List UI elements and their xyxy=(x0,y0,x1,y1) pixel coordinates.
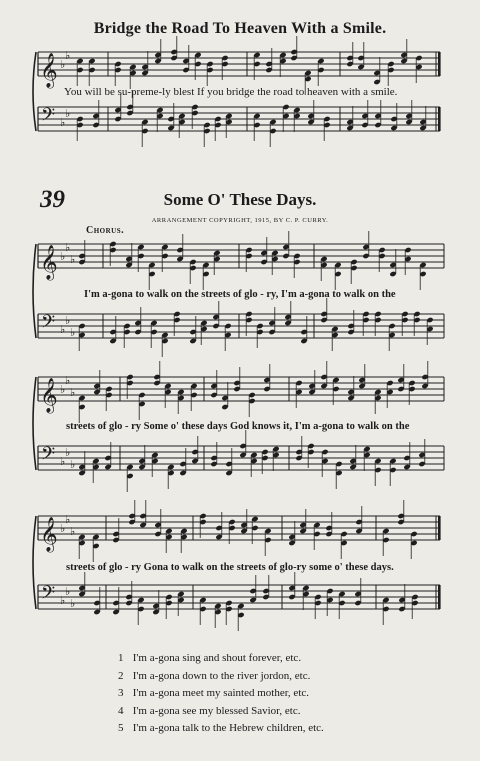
flat-icon: ♭ xyxy=(65,314,71,327)
final-barline xyxy=(438,585,441,609)
flat-icon: ♭ xyxy=(65,241,71,254)
chorus-label: Chorus. xyxy=(86,225,125,236)
treble-clef-icon: 𝄞 xyxy=(40,378,58,413)
flat-icon: ♭ xyxy=(65,49,71,62)
lyric-line-3: streets of glo - ry Gona to walk on the streets of glo-ry some o' these days. xyxy=(66,562,394,573)
flat-icon: ♭ xyxy=(65,513,71,526)
flat-icon: ♭ xyxy=(60,58,66,71)
system-brace xyxy=(33,52,36,131)
bass-clef-icon: 𝄢 xyxy=(41,583,56,608)
verse-item: 4 I'm a-gona see my blessed Savior, etc. xyxy=(118,704,301,717)
bass-clef-icon: 𝄢 xyxy=(41,444,56,469)
flat-icon: ♭ xyxy=(60,323,66,336)
system-brace xyxy=(33,244,36,338)
verse-list xyxy=(118,650,324,738)
copyright-notice: ARRANGEMENT COPYRIGHT, 1915, BY C. P. CURRY. xyxy=(151,217,329,224)
flat-icon: ♭ xyxy=(60,522,66,535)
system-brace xyxy=(33,377,36,470)
flat-icon: ♭ xyxy=(65,446,71,459)
final-barline xyxy=(438,52,441,76)
treble-clef-icon: 𝄞 xyxy=(40,53,58,88)
hymn-title-bridge-the-road: Bridge the Road To Heaven With a Smile. xyxy=(93,20,387,37)
hymn-number: 39 xyxy=(40,186,65,213)
final-barline xyxy=(438,107,441,131)
treble-clef-icon: 𝄞 xyxy=(40,517,58,552)
flat-icon: ♭ xyxy=(70,253,76,266)
verse-item: 2 I'm a-gona down to the river jordon, etc. xyxy=(118,669,311,682)
treble-clef-icon: 𝄞 xyxy=(40,245,58,280)
flat-icon: ♭ xyxy=(60,383,66,396)
flat-icon: ♭ xyxy=(65,374,71,387)
flat-icon: ♭ xyxy=(65,107,71,120)
flat-icon: ♭ xyxy=(70,386,76,399)
final-barline xyxy=(438,516,441,540)
lyric-line-bridge: You will be su-preme-ly blest If you bridge the road to heaven with a smile. xyxy=(64,86,398,98)
verse-item: 5 I'm a-gona talk to the Hebrew children, etc. xyxy=(118,722,324,734)
flat-icon: ♭ xyxy=(70,525,76,538)
hymn-title-some-o-these-days: Some O' These Days. xyxy=(163,190,317,209)
flat-icon: ♭ xyxy=(70,326,76,339)
verse-item: 1 I'm a-gona sing and shout forever, etc. xyxy=(118,652,302,664)
flat-icon: ♭ xyxy=(60,116,66,129)
lyric-line-1: I'm a-gona to walk on the streets of glo - ry, I'm a-gona to walk on the xyxy=(84,289,396,300)
flat-icon: ♭ xyxy=(70,597,76,610)
flat-icon: ♭ xyxy=(60,250,66,263)
flat-icon: ♭ xyxy=(70,458,76,471)
flat-icon: ♭ xyxy=(65,585,71,598)
system-brace xyxy=(33,516,36,609)
verse-item: 3 I'm a-gona meet my sainted mother, etc. xyxy=(118,687,310,699)
bass-clef-icon: 𝄢 xyxy=(41,105,56,130)
flat-icon: ♭ xyxy=(60,455,66,468)
lyric-line-2: streets of glo - ry Some o' these days God knows it, I'm a-gona to walk on the xyxy=(66,421,410,432)
bass-clef-icon: 𝄢 xyxy=(41,312,56,337)
flat-icon: ♭ xyxy=(60,594,66,607)
